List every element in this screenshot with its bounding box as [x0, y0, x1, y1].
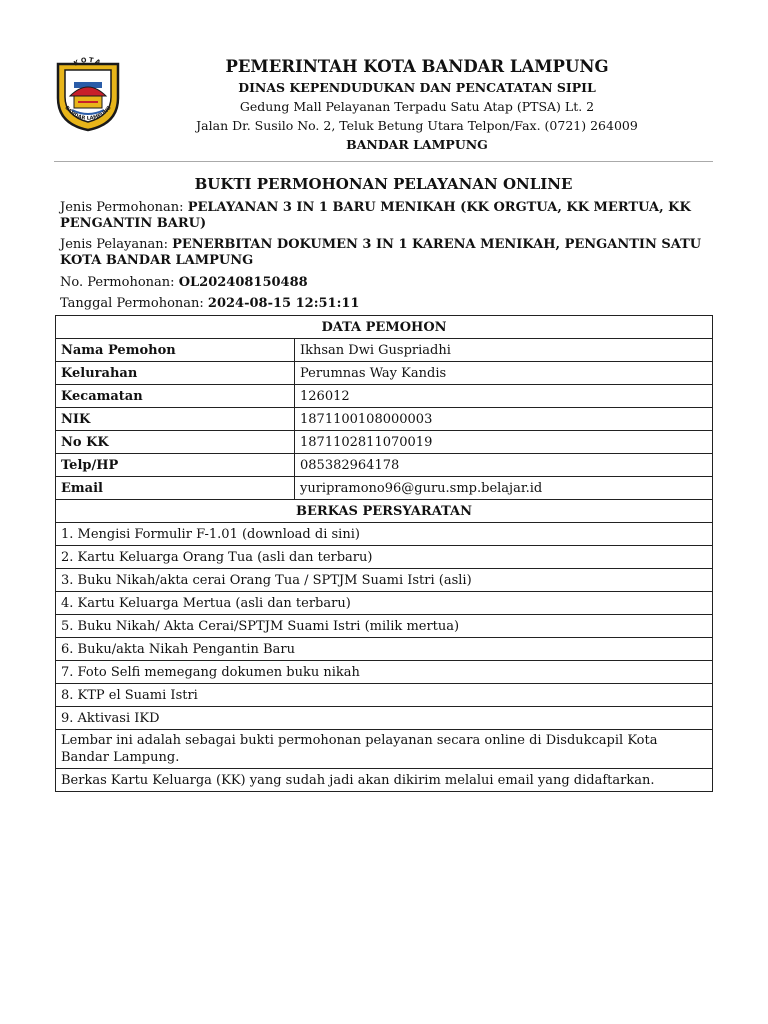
requirement-item: 8. KTP el Suami Istri [56, 684, 713, 707]
requirement-item: 5. Buku Nikah/ Akta Cerai/SPTJM Suami Istri (milik mertua) [56, 615, 713, 638]
note-row [56, 730, 713, 769]
row-label: No KK [56, 431, 295, 454]
request-number-label: No. Permohonan: [60, 275, 175, 290]
city-line: BANDAR LAMPUNG [346, 137, 488, 152]
row-value: 126012 [295, 385, 713, 408]
list-item [56, 569, 713, 592]
requirement-item: 9. Aktivasi IKD [56, 707, 713, 730]
request-number-value: OL202408150488 [178, 275, 308, 290]
table-row [56, 454, 713, 477]
list-item [56, 546, 713, 569]
applicant-table [55, 315, 713, 792]
list-item [56, 707, 713, 730]
request-type-value: PELAYANAN 3 IN 1 BARU MENIKAH (KK ORGTUA, KK MERTUA, KK PENGANTIN BARU) [60, 200, 691, 231]
row-label: Telp/HP [56, 454, 295, 477]
government-name: PEMERINTAH KOTA BANDAR LAMPUNG [225, 57, 609, 76]
applicant-heading-row [56, 316, 713, 339]
email-value[interactable]: yuripramono96@guru.smp.belajar.id [295, 477, 713, 500]
agency-name: DINAS KEPENDUDUKAN DAN PENCATATAN SIPIL [238, 80, 596, 95]
request-type-label: Jenis Permohonan: [60, 200, 184, 215]
request-date [60, 296, 710, 312]
logo-top-text: KOTA [72, 55, 104, 68]
address-line: Jalan Dr. Susilo No. 2, Teluk Betung Utara Telpon/Fax. (0721) 264009 [196, 118, 638, 133]
requirement-form-download-link[interactable]: 1. Mengisi Formulir F-1.01 (download di sini) [56, 523, 713, 546]
list-item [56, 615, 713, 638]
row-value: 1871100108000003 [295, 408, 713, 431]
list-item [56, 638, 713, 661]
row-label: Kelurahan [56, 362, 295, 385]
row-label: Kecamatan [56, 385, 295, 408]
row-label: Email [56, 477, 295, 500]
requirement-item: 7. Foto Selfi memegang dokumen buku nikah [56, 661, 713, 684]
requirements-heading-row [56, 500, 713, 523]
city-emblem-icon [52, 52, 124, 132]
service-type [60, 237, 710, 269]
request-date-label: Tanggal Permohonan: [60, 296, 204, 311]
proof-note: Lembar ini adalah sebagai bukti permohonan pelayanan secara online di Disdukcapil Kota Bandar Lampung. [56, 730, 713, 769]
row-label: Nama Pemohon [56, 339, 295, 362]
list-item [56, 592, 713, 615]
list-item [56, 523, 713, 546]
service-type-value: PENERBITAN DOKUMEN 3 IN 1 KARENA MENIKAH, PENGANTIN SATU KOTA BANDAR LAMPUNG [60, 237, 702, 268]
table-row [56, 362, 713, 385]
request-date-value: 2024-08-15 12:51:11 [207, 296, 360, 311]
table-row [56, 408, 713, 431]
request-type [60, 200, 710, 232]
table-row [56, 339, 713, 362]
header-divider [54, 161, 713, 162]
request-number [60, 275, 710, 291]
requirement-item: 6. Buku/akta Nikah Pengantin Baru [56, 638, 713, 661]
delivery-note: Berkas Kartu Keluarga (KK) yang sudah jadi akan dikirim melalui email yang didaftarkan. [56, 769, 713, 792]
list-item [56, 661, 713, 684]
requirements-heading: BERKAS PERSYARATAN [56, 500, 713, 523]
applicant-heading: DATA PEMOHON [56, 316, 713, 339]
note-row [56, 769, 713, 792]
requirement-item: 2. Kartu Keluarga Orang Tua (asli dan terbaru) [56, 546, 713, 569]
row-value: 1871102811070019 [295, 431, 713, 454]
row-value: 085382964178 [295, 454, 713, 477]
requirement-item: 4. Kartu Keluarga Mertua (asli dan terbaru) [56, 592, 713, 615]
building-line: Gedung Mall Pelayanan Terpadu Satu Atap (PTSA) Lt. 2 [239, 99, 595, 114]
logo-bottom-text: BANDAR LAMPUNG [63, 105, 113, 122]
list-item [56, 684, 713, 707]
letterhead [170, 56, 664, 154]
table-row [56, 385, 713, 408]
row-label: NIK [56, 408, 295, 431]
table-row [56, 477, 713, 500]
document-title: BUKTI PERMOHONAN PELAYANAN ONLINE [194, 175, 573, 193]
row-value: Ikhsan Dwi Guspriadhi [295, 339, 713, 362]
table-row [56, 431, 713, 454]
row-value: Perumnas Way Kandis [295, 362, 713, 385]
service-type-label: Jenis Pelayanan: [60, 237, 168, 252]
requirement-item: 3. Buku Nikah/akta cerai Orang Tua / SPTJM Suami Istri (asli) [56, 569, 713, 592]
